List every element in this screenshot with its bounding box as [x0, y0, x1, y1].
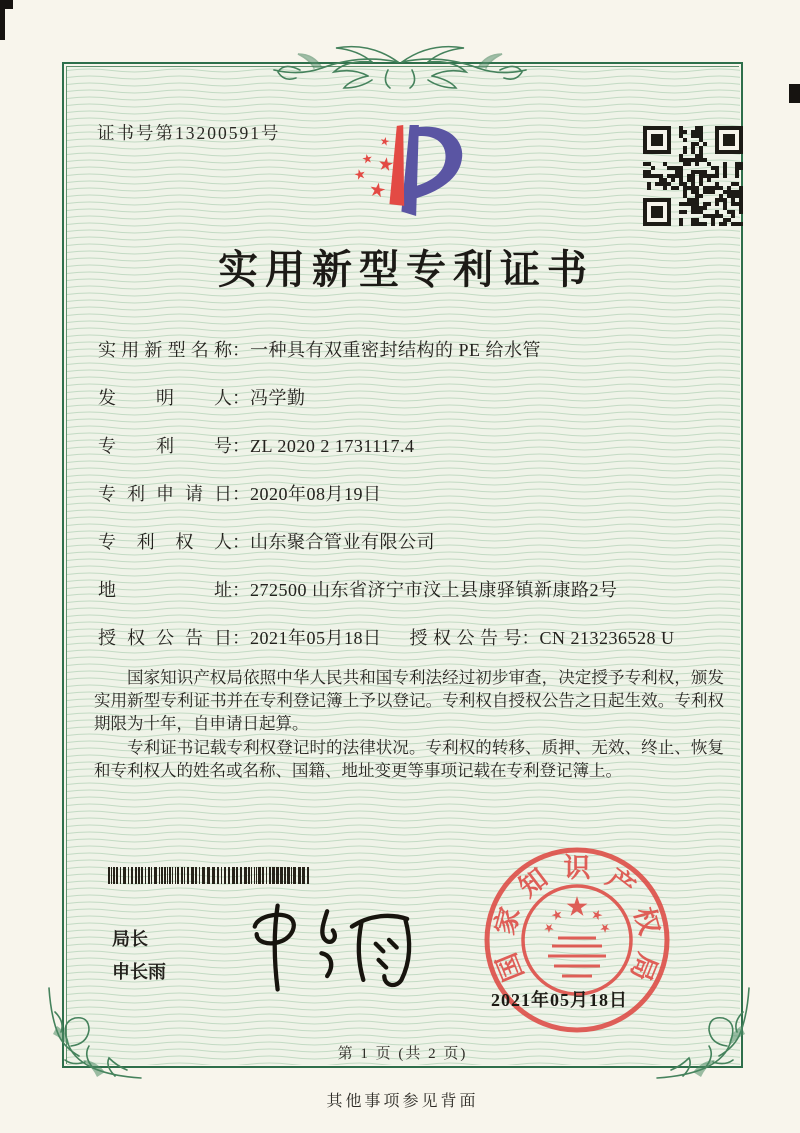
svg-text:局: 局 [624, 948, 663, 986]
field-value: 2020年08月19日 [250, 484, 382, 504]
qr-code [643, 126, 743, 226]
svg-text:产: 产 [600, 862, 641, 903]
field-value: 一种具有双重密封结构的 PE 给水管 [250, 340, 542, 360]
back-side-note: 其他事项参见背面 [326, 1093, 479, 1110]
field-row-invention-name [98, 338, 718, 386]
field-label: 专利申请日 [98, 484, 232, 504]
field-value: ZL 2020 2 1731117.4 [250, 436, 415, 456]
legal-paragraph: 国家知识产权局依照中华人民共和国专利法经过初步审查，决定授予专利权，颁发实用新型专利证书并在专利登记簿上予以登记。专利权自授权公告之日起生效。专利权期限为十年，自申请日起算。 [94, 668, 724, 734]
seal-date: 2021年05月18日 [491, 990, 628, 1010]
top-flourish-ornament-icon [270, 32, 530, 98]
field-colon: ： [232, 532, 250, 552]
field-value: 2021年05月18日 [250, 628, 382, 648]
field-value: 272500 山东省济宁市汶上县康驿镇新康路2号 [250, 580, 618, 600]
field-label: 发明人 [98, 388, 232, 408]
cnipa-patent-logo-icon [336, 113, 476, 228]
field-row-patent-number [98, 434, 718, 482]
svg-text:知: 知 [513, 862, 554, 903]
field-colon: ： [521, 628, 540, 648]
legal-paragraph: 专利证书记载专利权登记时的法律状况。专利权的转移、质押、无效、终止、恢复和专利权人的姓名或名称、国籍、地址变更等事项记载在专利登记簿上。 [94, 737, 724, 780]
field-label: 授权公告日 [98, 628, 232, 648]
field-colon: ： [232, 340, 250, 360]
scan-artifact [789, 84, 800, 103]
field-row-address [98, 578, 718, 626]
field-label: 地址 [98, 580, 232, 600]
certificate-number: 证书号第13200591号 [97, 123, 281, 143]
field-label: 专利号 [98, 436, 232, 456]
national-emblem-icon [542, 896, 612, 976]
field-colon: ： [232, 484, 250, 504]
scan-artifact [0, 0, 5, 40]
field-row-patentee [98, 530, 718, 578]
field-value: CN 213236528 U [539, 628, 675, 648]
field-value: 冯学勤 [250, 388, 306, 408]
field-value: 山东聚合管业有限公司 [250, 532, 435, 552]
field-colon: ： [232, 388, 250, 408]
handwritten-signature-icon [235, 898, 425, 998]
svg-text:识: 识 [563, 853, 591, 883]
field-row-filing-date [98, 482, 718, 530]
page-number-footer: 第 1 页 (共 2 页) [337, 1046, 468, 1062]
field-label: 授权公告号 [409, 628, 522, 648]
field-colon: ： [232, 580, 250, 600]
cnipa-official-seal [472, 843, 682, 1043]
certificate-title: 实用新型专利证书 [218, 247, 594, 292]
signer-name: 申长雨 [112, 962, 166, 982]
svg-text:家: 家 [489, 903, 526, 938]
field-label: 专利权人 [98, 532, 232, 552]
bottom-left-flourish-ornament-icon [40, 982, 145, 1087]
svg-text:国: 国 [491, 948, 530, 986]
field-colon: ： [232, 436, 250, 456]
svg-text:权: 权 [628, 903, 665, 938]
legal-text-block [94, 666, 724, 782]
signer-title: 局长 [112, 929, 148, 949]
field-row-inventor [98, 386, 718, 434]
barcode [108, 867, 310, 884]
field-colon: ： [232, 628, 250, 648]
certificate-fields [98, 338, 718, 674]
field-label: 实用新型名称 [98, 340, 232, 360]
